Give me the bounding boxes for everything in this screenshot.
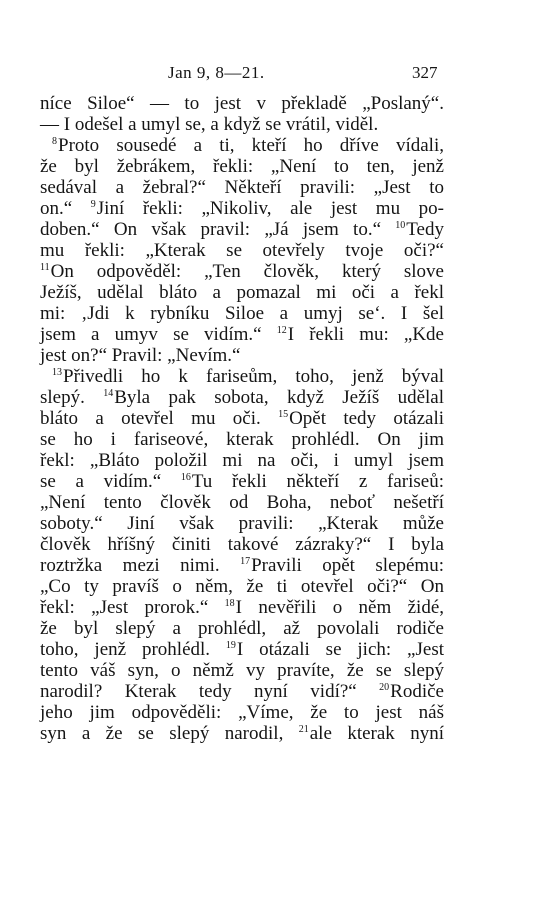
text-segment: roztržka mezi nimi. xyxy=(40,555,241,576)
text-segment: níce Siloe“ — to jest v překladě „Poslaný“. xyxy=(40,93,444,114)
page-number: 327 xyxy=(412,63,438,82)
text-segment: On odpověděl: „Ten člověk, který slove xyxy=(50,261,444,282)
text-segment: Jiní řekli: „Nikoliv, ale jest mu po- xyxy=(96,198,444,219)
text-segment: Proto sousedé a ti, kteří ho dříve vídali, xyxy=(58,135,444,156)
text-segment: I otázali se jich: „Jest xyxy=(236,639,444,660)
text-segment: Přivedli ho k fariseům, toho, jenž býval xyxy=(63,366,444,387)
text-line xyxy=(40,534,444,555)
text-segment: Opět tedy otázali xyxy=(289,408,444,429)
text-segment: I nevěřili o něm židé, xyxy=(235,597,444,618)
text-line xyxy=(40,618,444,639)
text-segment: řekl: „Jest prorok.“ xyxy=(40,597,225,618)
verse-number: 14 xyxy=(103,388,114,399)
text-line xyxy=(40,639,444,660)
verse-number: 19 xyxy=(225,640,236,651)
text-line xyxy=(40,513,444,534)
text-line xyxy=(40,597,444,618)
text-line xyxy=(40,555,444,576)
text-segment: jeho jim odpověděli: „Víme, že to jest náš xyxy=(40,702,444,723)
text-segment: syn a že se slepý narodil, xyxy=(40,723,299,744)
text-segment: — I odešel a umyl se, a když se vrátil, viděl. xyxy=(40,114,379,135)
page-header xyxy=(0,63,546,83)
text-segment: „Co ty pravíš o něm, že ti otevřel oči?“ On xyxy=(40,576,444,597)
text-line xyxy=(40,93,444,114)
running-head: Jan 9, 8—21. xyxy=(168,63,265,82)
verse-number: 18 xyxy=(224,598,235,609)
text-line xyxy=(40,492,444,513)
text-segment: slepý. xyxy=(40,387,104,408)
text-line xyxy=(40,303,444,324)
text-segment: toho, jenž prohlédl. xyxy=(40,639,226,660)
text-line xyxy=(40,114,444,135)
text-line xyxy=(40,240,444,261)
text-segment: Byla pak sobota, když Ježíš udělal xyxy=(114,387,444,408)
text-line xyxy=(40,177,444,198)
body-text xyxy=(40,93,444,744)
text-line xyxy=(40,660,444,681)
text-segment: že byl slepý a prohlédl, až povolali rodiče xyxy=(40,618,444,639)
text-line xyxy=(40,219,444,240)
text-segment: jest on?“ Pravil: „Nevím.“ xyxy=(40,345,241,366)
text-line xyxy=(40,345,444,366)
text-segment: Rodiče xyxy=(390,681,444,702)
text-line xyxy=(40,702,444,723)
verse-number: 15 xyxy=(278,409,289,420)
verse-number: 17 xyxy=(240,556,251,567)
text-segment: doben.“ On však pravil: „Já jsem to.“ xyxy=(40,219,396,240)
text-segment: narodil? Kterak tedy nyní vidí?“ xyxy=(40,681,380,702)
text-segment: soboty.“ Jiní však pravili: „Kterak může xyxy=(40,513,444,534)
verse-number: 20 xyxy=(379,682,390,693)
text-segment: se a vidím.“ xyxy=(40,471,181,492)
text-line xyxy=(40,450,444,471)
text-segment: bláto a otevřel mu oči. xyxy=(40,408,279,429)
text-segment: I řekli mu: „Kde xyxy=(287,324,444,345)
text-segment: Pravili opět slepému: xyxy=(251,555,444,576)
text-line xyxy=(40,156,444,177)
text-segment: se ho i fariseové, kterak prohlédl. On jim xyxy=(40,429,444,450)
text-segment: mi: ‚Jdi k rybníku Siloe a umyj se‘. I šel xyxy=(40,303,444,324)
text-line xyxy=(40,471,444,492)
verse-number: 11 xyxy=(40,262,50,273)
text-line xyxy=(40,261,444,282)
verse-number: 13 xyxy=(52,367,62,378)
text-segment: jsem a umyv se vidím.“ xyxy=(40,324,277,345)
text-line xyxy=(40,576,444,597)
text-segment: „Není tento člověk od Boha, neboť nešetří xyxy=(40,492,444,513)
text-line xyxy=(40,408,444,429)
verse-number: 8 xyxy=(52,136,57,147)
text-line xyxy=(40,282,444,303)
text-line xyxy=(40,135,444,156)
text-segment: ale kterak nyní xyxy=(309,723,444,744)
verse-number: 16 xyxy=(180,472,191,483)
text-segment: mu řekli: „Kterak se otevřely tvoje oči?“ xyxy=(40,240,444,261)
text-line xyxy=(40,387,444,408)
text-segment: řekl: „Bláto položil mi na oči, i umyl jsem xyxy=(40,450,444,471)
text-line xyxy=(40,429,444,450)
text-segment: sedával a žebral?“ Někteří pravili: „Jest to xyxy=(40,177,444,198)
text-segment: člověk hříšný činiti takové zázraky?“ I byla xyxy=(40,534,444,555)
text-line xyxy=(40,366,444,387)
verse-number: 12 xyxy=(276,325,287,336)
text-segment: Tu řekli někteří z fariseů: xyxy=(191,471,444,492)
text-line xyxy=(40,681,444,702)
text-segment: tento váš syn, o němž vy pravíte, že se slepý xyxy=(40,660,444,681)
verse-number: 10 xyxy=(395,220,406,231)
text-line xyxy=(40,723,444,744)
verse-number: 9 xyxy=(90,199,96,210)
text-line xyxy=(40,198,444,219)
text-segment: Ježíš, udělal bláto a pomazal mi oči a řekl xyxy=(40,282,444,303)
text-segment: že byl žebrákem, řekli: „Není to ten, jenž xyxy=(40,156,444,177)
text-segment: on.“ xyxy=(40,198,91,219)
text-line xyxy=(40,324,444,345)
text-segment: Tedy xyxy=(406,219,444,240)
verse-number: 21 xyxy=(298,724,309,735)
